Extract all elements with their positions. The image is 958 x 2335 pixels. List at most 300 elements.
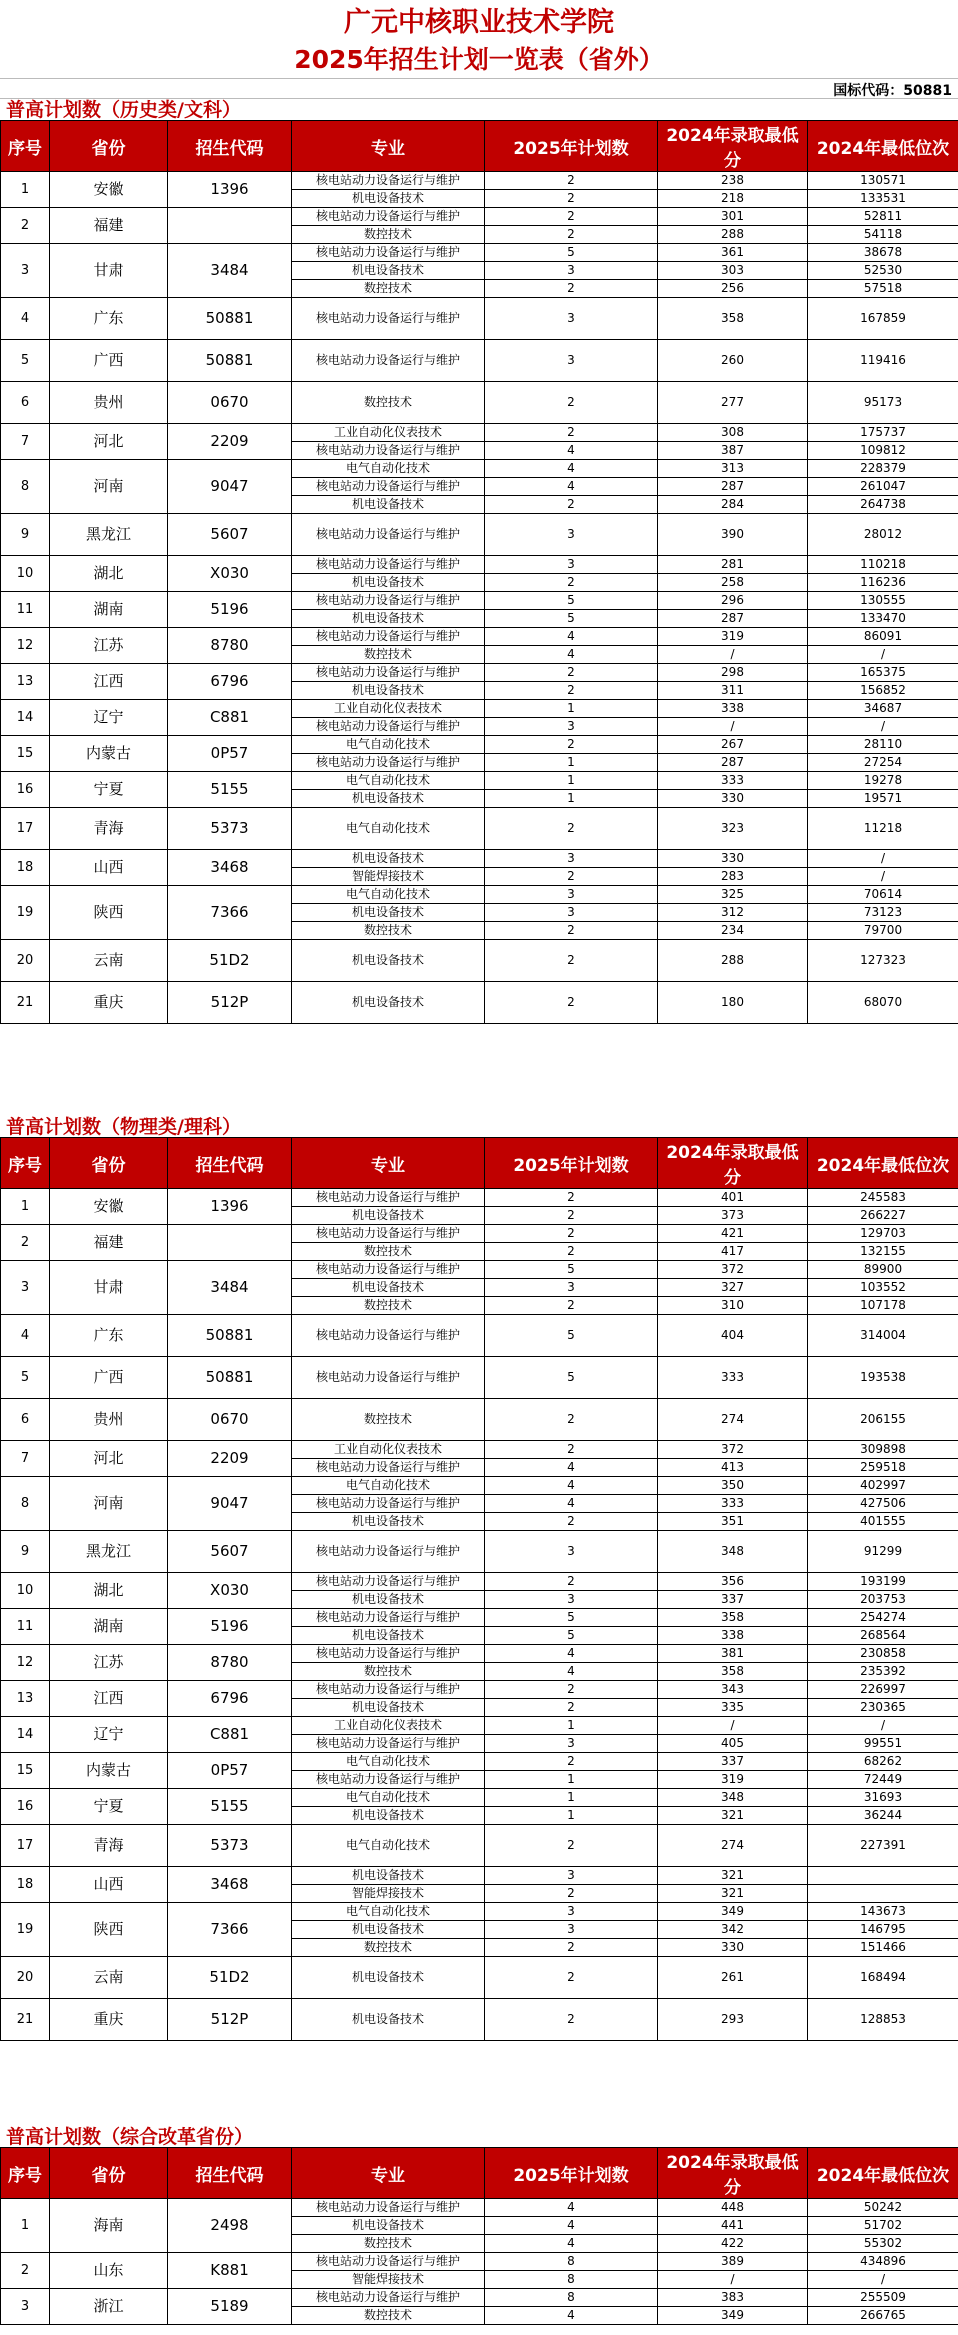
major-name: 工业自动化仪表技术 [292, 1441, 485, 1459]
enroll-code: 5607 [168, 1531, 292, 1573]
min-rank: 193199 [808, 1573, 958, 1591]
major-name: 电气自动化技术 [292, 460, 485, 478]
header-code: 招生代码 [168, 1138, 292, 1189]
min-rank: 70614 [808, 886, 958, 904]
plan-count: 2 [485, 172, 658, 190]
row-number: 14 [1, 700, 50, 736]
major-name: 电气自动化技术 [292, 772, 485, 790]
major-name: 机电设备技术 [292, 1207, 485, 1225]
min-score: 401 [658, 1189, 808, 1207]
min-score: / [658, 646, 808, 664]
major-name: 工业自动化仪表技术 [292, 424, 485, 442]
province-name: 青海 [50, 1825, 168, 1867]
min-rank: 193538 [808, 1357, 958, 1399]
min-rank: 127323 [808, 940, 958, 982]
min-rank: 268564 [808, 1627, 958, 1645]
min-rank: / [808, 868, 958, 886]
table-row [1, 382, 958, 424]
major-name: 电气自动化技术 [292, 1753, 485, 1771]
province-name: 辽宁 [50, 1717, 168, 1753]
min-rank: 228379 [808, 460, 958, 478]
plan-count: 4 [485, 2307, 658, 2325]
major-name: 数控技术 [292, 226, 485, 244]
major-name: 电气自动化技术 [292, 1789, 485, 1807]
enroll-code: 7366 [168, 1903, 292, 1957]
min-rank: 110218 [808, 556, 958, 574]
min-rank: 116236 [808, 574, 958, 592]
min-rank: 156852 [808, 682, 958, 700]
min-score: 373 [658, 1207, 808, 1225]
table-row [1, 514, 958, 556]
min-rank: 226997 [808, 1681, 958, 1699]
min-score: 287 [658, 754, 808, 772]
major-name: 数控技术 [292, 280, 485, 298]
row-number: 6 [1, 382, 50, 424]
enroll-code: 2209 [168, 1441, 292, 1477]
min-score: 413 [658, 1459, 808, 1477]
major-name: 核电站动力设备运行与维护 [292, 2253, 485, 2271]
major-name: 数控技术 [292, 2235, 485, 2253]
plan-table [0, 2147, 958, 2325]
major-name: 核电站动力设备运行与维护 [292, 1681, 485, 1699]
min-score: 358 [658, 1609, 808, 1627]
row-number: 3 [1, 2289, 50, 2325]
table-row [1, 772, 958, 790]
plan-count: 3 [485, 514, 658, 556]
plan-count: 4 [485, 478, 658, 496]
province-name: 甘肃 [50, 244, 168, 298]
plan-count: 5 [485, 592, 658, 610]
major-name: 机电设备技术 [292, 262, 485, 280]
min-score: 284 [658, 496, 808, 514]
major-name: 机电设备技术 [292, 1957, 485, 1999]
major-name: 数控技术 [292, 382, 485, 424]
plan-table [0, 1137, 958, 2041]
min-rank: / [808, 2271, 958, 2289]
enroll-code: 50881 [168, 1357, 292, 1399]
major-name: 核电站动力设备运行与维护 [292, 664, 485, 682]
major-name: 核电站动力设备运行与维护 [292, 1531, 485, 1573]
major-name: 智能焊接技术 [292, 868, 485, 886]
enroll-code: 6796 [168, 1681, 292, 1717]
min-score: 274 [658, 1399, 808, 1441]
divider [0, 78, 958, 79]
major-name: 电气自动化技术 [292, 1903, 485, 1921]
min-rank [808, 1885, 958, 1903]
min-score: 258 [658, 574, 808, 592]
min-rank: 89900 [808, 1261, 958, 1279]
major-name: 机电设备技术 [292, 790, 485, 808]
row-number: 21 [1, 982, 50, 1024]
row-number: 6 [1, 1399, 50, 1441]
table-row [1, 1753, 958, 1771]
major-name: 机电设备技术 [292, 982, 485, 1024]
min-rank: 28110 [808, 736, 958, 754]
plan-count: 4 [485, 1477, 658, 1495]
section-title: 普高计划数（综合改革省份） [6, 2126, 254, 2148]
plan-count: 3 [485, 262, 658, 280]
min-score: 287 [658, 478, 808, 496]
province-name: 甘肃 [50, 1261, 168, 1315]
min-rank: 168494 [808, 1957, 958, 1999]
min-score: 356 [658, 1573, 808, 1591]
province-name: 辽宁 [50, 700, 168, 736]
header-min-score-2024: 2024年录取最低分 [658, 121, 808, 172]
table-row [1, 172, 958, 190]
major-name: 核电站动力设备运行与维护 [292, 208, 485, 226]
min-rank: 28012 [808, 514, 958, 556]
plan-count: 2 [485, 664, 658, 682]
min-score: 372 [658, 1441, 808, 1459]
province-name: 广东 [50, 1315, 168, 1357]
min-rank: 68262 [808, 1753, 958, 1771]
table-row [1, 1477, 958, 1495]
major-name: 工业自动化仪表技术 [292, 1717, 485, 1735]
table-header-row [1, 2148, 958, 2199]
major-name: 机电设备技术 [292, 1279, 485, 1297]
plan-count: 2 [485, 1513, 658, 1531]
table-row [1, 1531, 958, 1573]
major-name: 数控技术 [292, 1939, 485, 1957]
min-score: 312 [658, 904, 808, 922]
min-rank: 86091 [808, 628, 958, 646]
min-rank: 109812 [808, 442, 958, 460]
major-name: 核电站动力设备运行与维护 [292, 1459, 485, 1477]
min-rank: 73123 [808, 904, 958, 922]
plan-count: 5 [485, 610, 658, 628]
row-number: 7 [1, 424, 50, 460]
min-score: 313 [658, 460, 808, 478]
min-score: 333 [658, 1357, 808, 1399]
min-rank: 165375 [808, 664, 958, 682]
min-score: 310 [658, 1297, 808, 1315]
min-score: 387 [658, 442, 808, 460]
major-name: 机电设备技术 [292, 1513, 485, 1531]
min-rank: 19571 [808, 790, 958, 808]
enroll-code: 8780 [168, 628, 292, 664]
min-score: 298 [658, 664, 808, 682]
plan-count: 1 [485, 790, 658, 808]
min-rank: 119416 [808, 340, 958, 382]
table-row [1, 1903, 958, 1921]
section-comprehensive [0, 2127, 958, 2325]
row-number: 16 [1, 1789, 50, 1825]
plan-count: 5 [485, 1609, 658, 1627]
plan-count: 4 [485, 1495, 658, 1513]
plan-count: 2 [485, 496, 658, 514]
plan-count: 2 [485, 1399, 658, 1441]
plan-count: 2 [485, 280, 658, 298]
major-name: 核电站动力设备运行与维护 [292, 172, 485, 190]
major-name: 核电站动力设备运行与维护 [292, 1735, 485, 1753]
province-name: 广东 [50, 298, 168, 340]
enroll-code: 50881 [168, 1315, 292, 1357]
major-name: 核电站动力设备运行与维护 [292, 754, 485, 772]
enroll-code: 51D2 [168, 1957, 292, 1999]
plan-count: 5 [485, 1627, 658, 1645]
major-name: 机电设备技术 [292, 610, 485, 628]
enroll-code: 7366 [168, 886, 292, 940]
major-name: 机电设备技术 [292, 496, 485, 514]
enroll-code: 5373 [168, 808, 292, 850]
plan-count: 2 [485, 1699, 658, 1717]
min-rank: 309898 [808, 1441, 958, 1459]
major-name: 机电设备技术 [292, 1867, 485, 1885]
min-score: 319 [658, 1771, 808, 1789]
province-name: 浙江 [50, 2289, 168, 2325]
min-rank [808, 1867, 958, 1885]
header-major: 专业 [292, 1138, 485, 1189]
table-row [1, 1441, 958, 1459]
major-name: 机电设备技术 [292, 682, 485, 700]
major-name: 电气自动化技术 [292, 1477, 485, 1495]
table-row [1, 1681, 958, 1699]
table-row [1, 628, 958, 646]
plan-count: 1 [485, 1807, 658, 1825]
province-name: 宁夏 [50, 772, 168, 808]
plan-count: 2 [485, 1207, 658, 1225]
min-rank: 133470 [808, 610, 958, 628]
major-name: 核电站动力设备运行与维护 [292, 514, 485, 556]
table-row [1, 1573, 958, 1591]
min-score: 321 [658, 1867, 808, 1885]
min-score: 277 [658, 382, 808, 424]
plan-count: 4 [485, 442, 658, 460]
enroll-code: 5607 [168, 514, 292, 556]
plan-count: 2 [485, 208, 658, 226]
province-name: 山西 [50, 1867, 168, 1903]
province-name: 云南 [50, 1957, 168, 1999]
plan-count: 2 [485, 1189, 658, 1207]
min-score: 321 [658, 1885, 808, 1903]
plan-count: 2 [485, 682, 658, 700]
min-score: 319 [658, 628, 808, 646]
enroll-code: 9047 [168, 1477, 292, 1531]
province-name: 河北 [50, 424, 168, 460]
min-rank: 427506 [808, 1495, 958, 1513]
table-row [1, 1867, 958, 1885]
min-score: 335 [658, 1699, 808, 1717]
plan-count: 5 [485, 244, 658, 262]
min-rank: 52530 [808, 262, 958, 280]
min-score: 350 [658, 1477, 808, 1495]
plan-count: 2 [485, 1243, 658, 1261]
row-number: 2 [1, 1225, 50, 1261]
school-title: 广元中核职业技术学院 [344, 7, 614, 38]
min-score: 422 [658, 2235, 808, 2253]
province-name: 湖南 [50, 1609, 168, 1645]
major-name: 核电站动力设备运行与维护 [292, 628, 485, 646]
min-score: 348 [658, 1531, 808, 1573]
header-min-rank-2024: 2024年最低位次 [808, 121, 958, 172]
table-row [1, 244, 958, 262]
major-name: 核电站动力设备运行与维护 [292, 442, 485, 460]
header-min-rank-2024: 2024年最低位次 [808, 1138, 958, 1189]
major-name: 电气自动化技术 [292, 886, 485, 904]
plan-count: 2 [485, 1957, 658, 1999]
table-row [1, 808, 958, 850]
min-rank: 31693 [808, 1789, 958, 1807]
plan-count: 8 [485, 2253, 658, 2271]
plan-count: 2 [485, 940, 658, 982]
major-name: 核电站动力设备运行与维护 [292, 1357, 485, 1399]
major-name: 机电设备技术 [292, 1699, 485, 1717]
row-number: 4 [1, 298, 50, 340]
table-row [1, 886, 958, 904]
province-name: 江苏 [50, 628, 168, 664]
min-rank: 266765 [808, 2307, 958, 2325]
header-major: 专业 [292, 2148, 485, 2199]
table-row [1, 2199, 958, 2217]
province-name: 湖北 [50, 1573, 168, 1609]
min-rank: 235392 [808, 1663, 958, 1681]
enroll-code: 2498 [168, 2199, 292, 2253]
province-name: 江西 [50, 664, 168, 700]
plan-count: 3 [485, 1903, 658, 1921]
min-score: 337 [658, 1753, 808, 1771]
plan-count: 3 [485, 886, 658, 904]
row-number: 9 [1, 514, 50, 556]
min-rank: 266227 [808, 1207, 958, 1225]
major-name: 核电站动力设备运行与维护 [292, 340, 485, 382]
row-number: 7 [1, 1441, 50, 1477]
province-name: 福建 [50, 1225, 168, 1261]
header-min-rank-2024: 2024年最低位次 [808, 2148, 958, 2199]
table-row [1, 1261, 958, 1279]
min-rank: / [808, 850, 958, 868]
min-score: 404 [658, 1315, 808, 1357]
national-code-label: 国标代码： [833, 83, 904, 99]
plan-count: 5 [485, 1261, 658, 1279]
table-row [1, 2289, 958, 2307]
province-name: 山东 [50, 2253, 168, 2289]
min-rank: 254274 [808, 1609, 958, 1627]
plan-count: 4 [485, 1645, 658, 1663]
row-number: 1 [1, 172, 50, 208]
plan-count: 4 [485, 2199, 658, 2217]
major-name: 数控技术 [292, 646, 485, 664]
plan-count: 2 [485, 1939, 658, 1957]
min-rank: 401555 [808, 1513, 958, 1531]
enroll-code: 2209 [168, 424, 292, 460]
plan-count: 3 [485, 1735, 658, 1753]
min-rank: 133531 [808, 190, 958, 208]
min-score: 256 [658, 280, 808, 298]
table-row [1, 982, 958, 1024]
enroll-code: 5155 [168, 772, 292, 808]
national-code-value: 50881 [903, 83, 952, 99]
national-code [833, 80, 952, 100]
min-rank: 103552 [808, 1279, 958, 1297]
min-score: 358 [658, 1663, 808, 1681]
table-row [1, 940, 958, 982]
section-physics [0, 1117, 958, 2041]
min-rank: 402997 [808, 1477, 958, 1495]
plan-count: 3 [485, 298, 658, 340]
header-province: 省份 [50, 2148, 168, 2199]
plan-count: 3 [485, 1591, 658, 1609]
min-score: 180 [658, 982, 808, 1024]
major-name: 数控技术 [292, 922, 485, 940]
plan-count: 2 [485, 1753, 658, 1771]
table-row [1, 1399, 958, 1441]
min-score: 338 [658, 700, 808, 718]
plan-count: 2 [485, 1573, 658, 1591]
min-rank: / [808, 646, 958, 664]
min-score: 421 [658, 1225, 808, 1243]
min-rank: 36244 [808, 1807, 958, 1825]
min-score: 417 [658, 1243, 808, 1261]
min-rank: 129703 [808, 1225, 958, 1243]
min-score: 372 [658, 1261, 808, 1279]
header-no: 序号 [1, 1138, 50, 1189]
major-name: 核电站动力设备运行与维护 [292, 1645, 485, 1663]
major-name: 核电站动力设备运行与维护 [292, 1573, 485, 1591]
min-rank: 264738 [808, 496, 958, 514]
major-name: 核电站动力设备运行与维护 [292, 298, 485, 340]
table-header-row [1, 1138, 958, 1189]
row-number: 12 [1, 628, 50, 664]
row-number: 19 [1, 1903, 50, 1957]
min-rank: 203753 [808, 1591, 958, 1609]
major-name: 机电设备技术 [292, 850, 485, 868]
province-name: 海南 [50, 2199, 168, 2253]
min-score: 342 [658, 1921, 808, 1939]
major-name: 数控技术 [292, 1297, 485, 1315]
min-rank: 261047 [808, 478, 958, 496]
header-no: 序号 [1, 121, 50, 172]
plan-count: 4 [485, 2235, 658, 2253]
enroll-code: 0670 [168, 382, 292, 424]
province-name: 重庆 [50, 1999, 168, 2041]
province-name: 山西 [50, 850, 168, 886]
section-title: 普高计划数（历史类/文科） [6, 99, 241, 121]
enroll-code: C881 [168, 1717, 292, 1753]
enroll-code: 50881 [168, 298, 292, 340]
plan-count: 2 [485, 382, 658, 424]
header-province: 省份 [50, 1138, 168, 1189]
major-name: 数控技术 [292, 1663, 485, 1681]
major-name: 工业自动化仪表技术 [292, 700, 485, 718]
plan-count: 2 [485, 1225, 658, 1243]
min-rank: 107178 [808, 1297, 958, 1315]
plan-count: 4 [485, 646, 658, 664]
header-min-score-2024: 2024年录取最低分 [658, 1138, 808, 1189]
min-score: 311 [658, 682, 808, 700]
min-score: 351 [658, 1513, 808, 1531]
major-name: 机电设备技术 [292, 190, 485, 208]
min-rank: 255509 [808, 2289, 958, 2307]
province-name: 福建 [50, 208, 168, 244]
province-name: 安徽 [50, 1189, 168, 1225]
plan-count: 2 [485, 1825, 658, 1867]
major-name: 机电设备技术 [292, 1591, 485, 1609]
province-name: 重庆 [50, 982, 168, 1024]
row-number: 8 [1, 1477, 50, 1531]
header-plan-2025: 2025年计划数 [485, 1138, 658, 1189]
enroll-code: 9047 [168, 460, 292, 514]
table-row [1, 556, 958, 574]
min-score: 330 [658, 790, 808, 808]
row-number: 1 [1, 1189, 50, 1225]
min-rank: 245583 [808, 1189, 958, 1207]
row-number: 17 [1, 808, 50, 850]
major-name: 核电站动力设备运行与维护 [292, 2199, 485, 2217]
province-name: 安徽 [50, 172, 168, 208]
province-name: 江西 [50, 1681, 168, 1717]
min-score: 349 [658, 2307, 808, 2325]
major-name: 机电设备技术 [292, 574, 485, 592]
